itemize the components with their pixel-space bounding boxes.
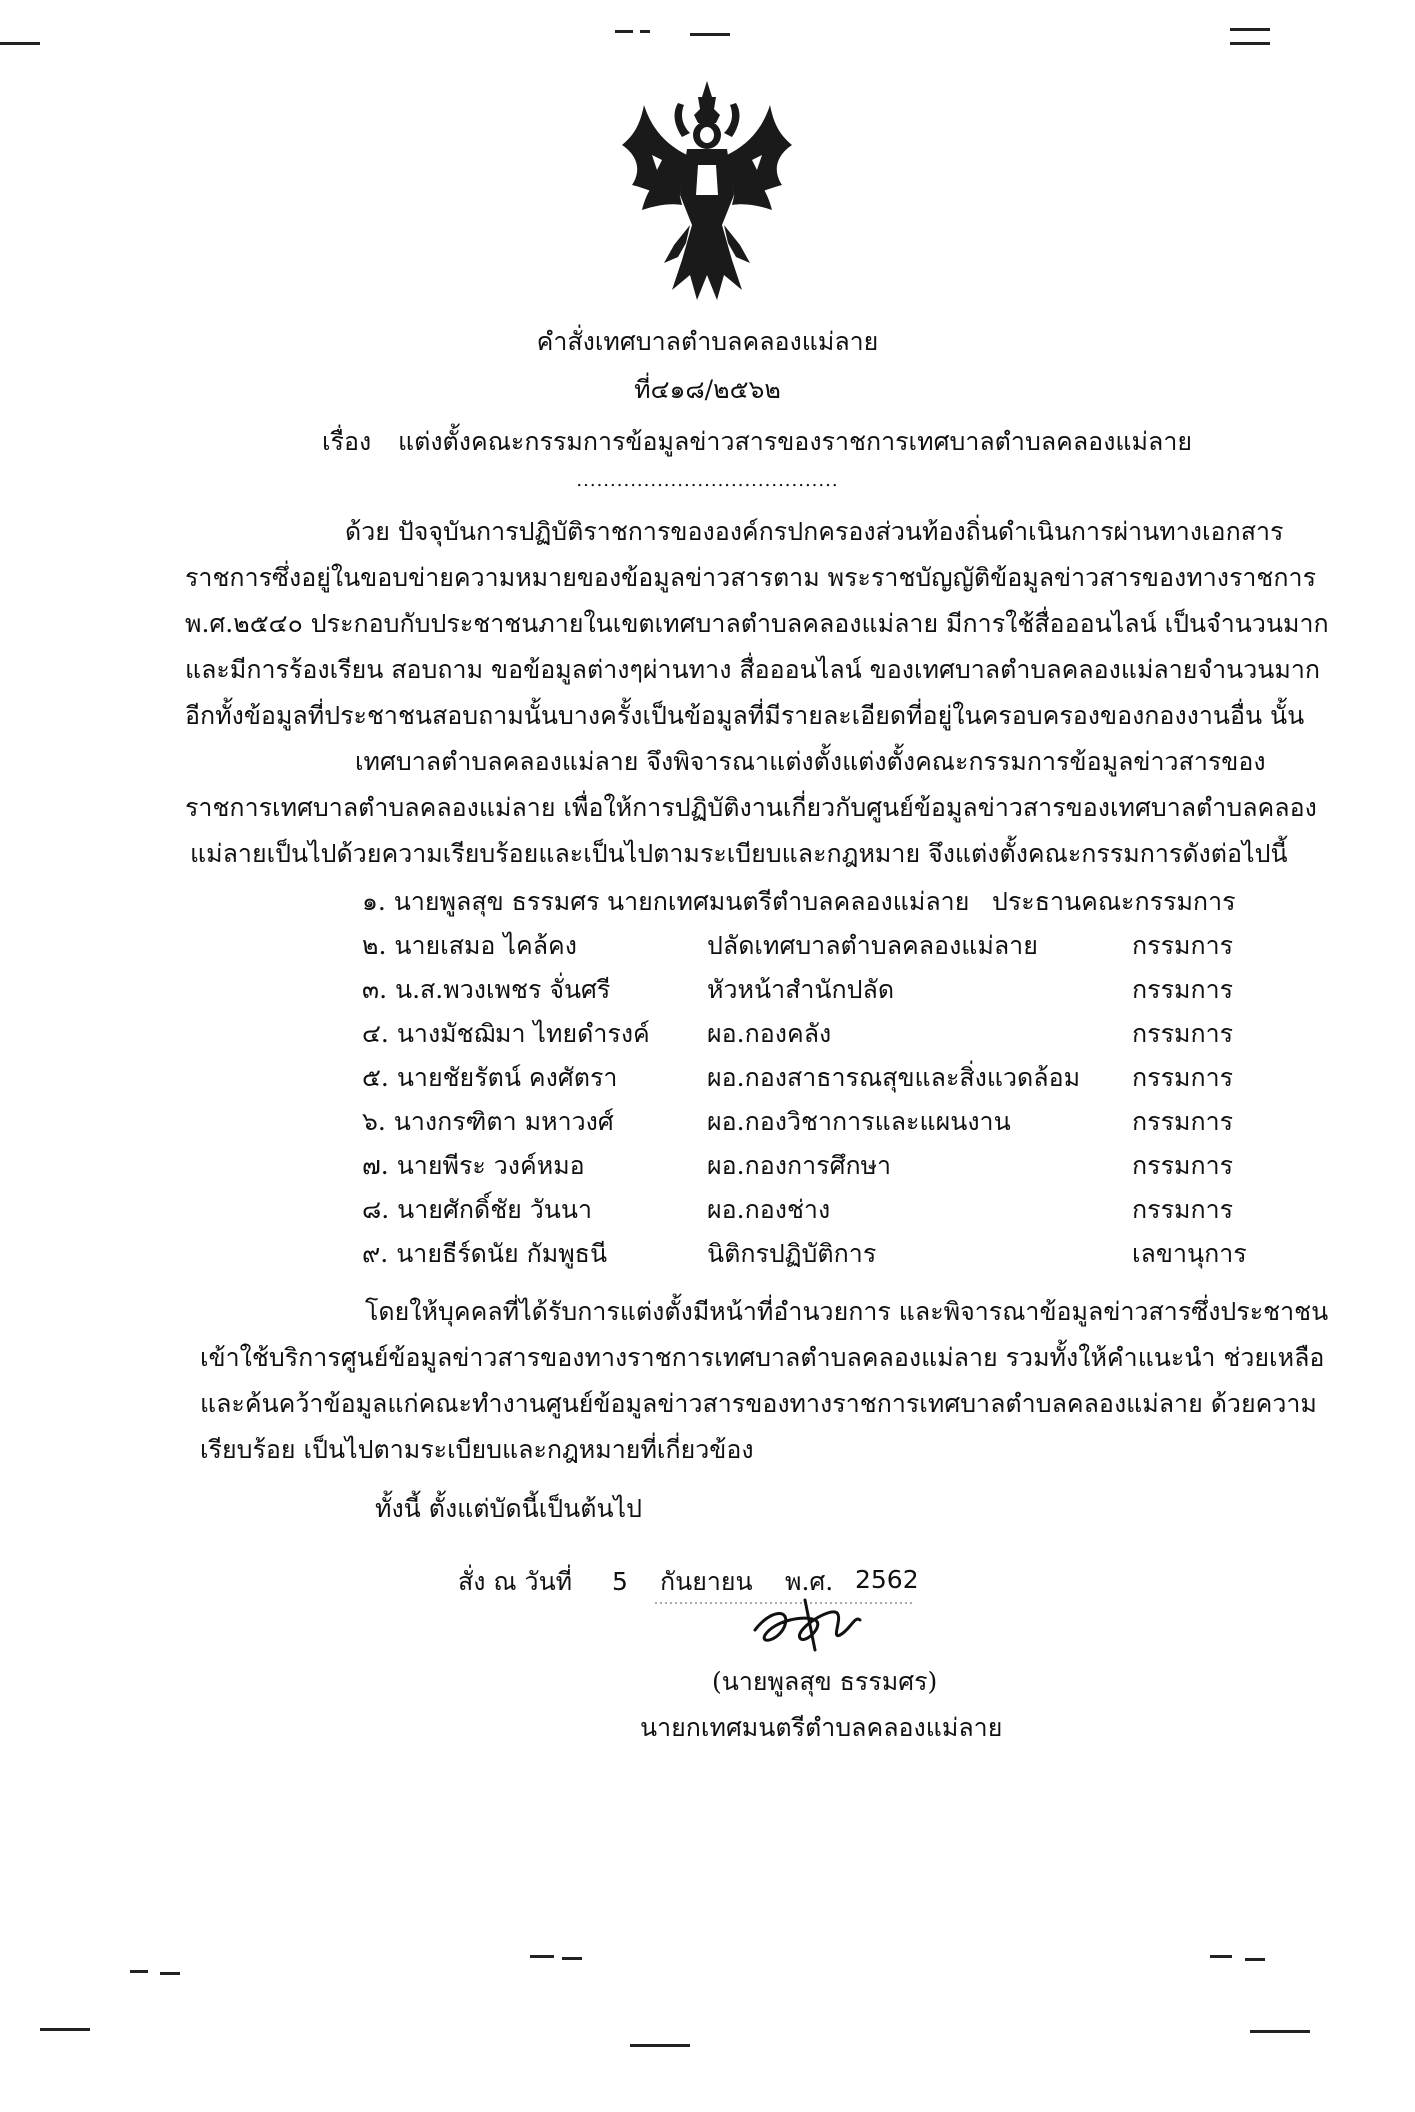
member-name: ๓. น.ส.พวงเพชร จั่นศรี bbox=[362, 975, 611, 1004]
ordered-on-label: สั่ง ณ วันที่ bbox=[458, 1567, 573, 1596]
scan-mark bbox=[0, 42, 40, 45]
effective-clause: ทั้งนี้ ตั้งแต่บัดนี้เป็นต้นไป bbox=[375, 1494, 642, 1523]
member-row bbox=[362, 1190, 1262, 1230]
garuda-emblem-icon bbox=[612, 75, 802, 310]
paragraph-line: และค้นคว้าข้อมูลแก่คณะทำงานศูนย์ข้อมูลข่าวสารของทางราชการเทศบาลตำบลคลองแม่ลาย ด้วยความ bbox=[200, 1389, 1317, 1418]
scan-mark bbox=[40, 2028, 90, 2031]
member-position: ผอ.กองคลัง bbox=[707, 1019, 832, 1048]
scan-mark bbox=[640, 30, 650, 33]
member-role: กรรมการ bbox=[1132, 1195, 1234, 1224]
member-name: ๖. นางกรฑิตา มหาวงศ์ bbox=[362, 1107, 614, 1136]
paragraph-line: เข้าใช้บริการศูนย์ข้อมูลข่าวสารของทางราชการเทศบาลตำบลคลองแม่ลาย รวมทั้งให้คำแนะนำ ช่วยเหลือ bbox=[200, 1343, 1325, 1372]
member-role: กรรมการ bbox=[1132, 1107, 1234, 1136]
paragraph-line: พ.ศ.๒๕๔๐ ประกอบกับประชาชนภายในเขตเทศบาลตำบลคลองแม่ลาย มีการใช้สื่อออนไลน์ เป็นจำนวนมาก bbox=[185, 609, 1329, 638]
scan-mark bbox=[690, 33, 730, 36]
order-month: กันยายน bbox=[660, 1567, 753, 1596]
scan-mark bbox=[1250, 2030, 1310, 2033]
subject-text: แต่งตั้งคณะกรรมการข้อมูลข่าวสารของราชการเทศบาลตำบลคลองแม่ลาย bbox=[398, 427, 1193, 456]
member-position: ผอ.กองสาธารณสุขและสิ่งแวดล้อม bbox=[707, 1063, 1081, 1092]
member-row bbox=[362, 1102, 1262, 1142]
scan-mark bbox=[615, 30, 633, 33]
handwritten-signature bbox=[745, 1590, 865, 1660]
member-name: ๑. นายพูลสุข ธรรมศร bbox=[362, 887, 600, 916]
scan-mark bbox=[562, 1957, 582, 1960]
paragraph-line: และมีการร้องเรียน สอบถาม ขอข้อมูลต่างๆผ่านทาง สื่อออนไลน์ ของเทศบาลตำบลคลองแม่ลายจำนวนมาก bbox=[185, 655, 1320, 684]
member-position: ผอ.กองช่าง bbox=[707, 1195, 831, 1224]
member-position: นิติกรปฏิบัติการ bbox=[707, 1239, 877, 1268]
signer-title: นายกเทศมนตรีตำบลคลองแม่ลาย bbox=[640, 1713, 1003, 1742]
member-role: ประธานคณะกรรมการ bbox=[992, 887, 1236, 916]
member-row bbox=[362, 926, 1262, 966]
member-name: ๔. นางมัชฌิมา ไทยดำรงค์ bbox=[362, 1019, 650, 1048]
paragraph-line: โดยให้บุคคลที่ได้รับการแต่งตั้งมีหน้าที่อำนวยการ และพิจารณาข้อมูลข่าวสารซึ่งประชาชน bbox=[365, 1297, 1329, 1326]
member-row bbox=[362, 882, 1262, 922]
member-role: กรรมการ bbox=[1132, 931, 1234, 960]
member-name: ๙. นายธีร์ดนัย กัมพูธนี bbox=[362, 1239, 608, 1268]
scan-mark bbox=[1230, 28, 1270, 31]
scan-mark bbox=[160, 1972, 180, 1975]
member-row bbox=[362, 1234, 1262, 1274]
scan-mark bbox=[530, 1955, 554, 1958]
member-name: ๒. นายเสมอ ไคล้คง bbox=[362, 931, 577, 960]
member-name: ๘. นายศักดิ์ชัย วันนา bbox=[362, 1195, 593, 1224]
member-name: ๕. นายชัยรัตน์ คงศัตรา bbox=[362, 1063, 618, 1092]
paragraph-line: อีกทั้งข้อมูลที่ประชาชนสอบถามนั้นบางครั้งเป็นข้อมูลที่มีรายละเอียดที่อยู่ในครอบครองของกองงานอื่น นั้น bbox=[185, 701, 1305, 730]
paragraph-line: ด้วย ปัจจุบันการปฏิบัติราชการขององค์กรปกครองส่วนท้องถิ่นดำเนินการผ่านทางเอกสาร bbox=[345, 517, 1284, 546]
signer-name: (นายพูลสุข ธรรมศร) bbox=[712, 1667, 938, 1696]
member-position: ผอ.กองวิชาการและแผนงาน bbox=[707, 1107, 1011, 1136]
paragraph-line: แม่ลายเป็นไปด้วยความเรียบร้อยและเป็นไปตามระเบียบและกฎหมาย จึงแต่งตั้งคณะกรรมการดังต่อไปนี้ bbox=[190, 839, 1288, 868]
paragraph-line: ราชการซึ่งอยู่ในขอบข่ายความหมายของข้อมูลข่าวสารตาม พระราชบัญญัติข้อมูลข่าวสารของทางราชการ bbox=[185, 563, 1316, 592]
paragraph-line: เทศบาลตำบลคลองแม่ลาย จึงพิจารณาแต่งตั้งแต่งตั้งคณะกรรมการข้อมูลข่าวสารของ bbox=[355, 747, 1266, 776]
order-day: 5 bbox=[612, 1567, 628, 1596]
scan-mark bbox=[130, 1970, 148, 1973]
document-number: ที่๔๑๘/๒๕๖๒ bbox=[634, 375, 781, 404]
member-row bbox=[362, 1014, 1262, 1054]
subject-label: เรื่อง bbox=[322, 427, 372, 456]
member-row bbox=[362, 1146, 1262, 1186]
member-role: กรรมการ bbox=[1132, 1151, 1234, 1180]
member-row bbox=[362, 1058, 1262, 1098]
member-name: ๗. นายพีระ วงค์หมอ bbox=[362, 1151, 585, 1180]
member-position: นายกเทศมนตรีตำบลคลองแม่ลาย bbox=[607, 887, 970, 916]
member-position: ผอ.กองการศึกษา bbox=[707, 1151, 892, 1180]
member-role: เลขานุการ bbox=[1132, 1239, 1247, 1268]
scan-mark bbox=[1210, 1955, 1232, 1958]
member-role: กรรมการ bbox=[1132, 1019, 1234, 1048]
paragraph-line: เรียบร้อย เป็นไปตามระเบียบและกฎหมายที่เกี่ยวข้อง bbox=[200, 1435, 754, 1464]
scan-mark bbox=[1230, 42, 1270, 45]
document-title: คำสั่งเทศบาลตำบลคลองแม่ลาย bbox=[536, 327, 879, 356]
paragraph-line: ราชการเทศบาลตำบลคลองแม่ลาย เพื่อให้การปฏิบัติงานเกี่ยวกับศูนย์ข้อมูลข่าวสารของเทศบาลตำบลคลอง bbox=[185, 793, 1317, 822]
member-position: หัวหน้าสำนักปลัด bbox=[707, 975, 895, 1004]
member-role: กรรมการ bbox=[1132, 1063, 1234, 1092]
member-row bbox=[362, 970, 1262, 1010]
member-role: กรรมการ bbox=[1132, 975, 1234, 1004]
title-separator: ....................................... bbox=[576, 470, 839, 491]
order-era-label: พ.ศ. bbox=[785, 1567, 834, 1596]
scan-mark bbox=[1245, 1958, 1265, 1961]
order-year: 2562 bbox=[855, 1565, 919, 1594]
member-position: ปลัดเทศบาลตำบลคลองแม่ลาย bbox=[707, 931, 1038, 960]
scan-mark bbox=[630, 2044, 690, 2047]
